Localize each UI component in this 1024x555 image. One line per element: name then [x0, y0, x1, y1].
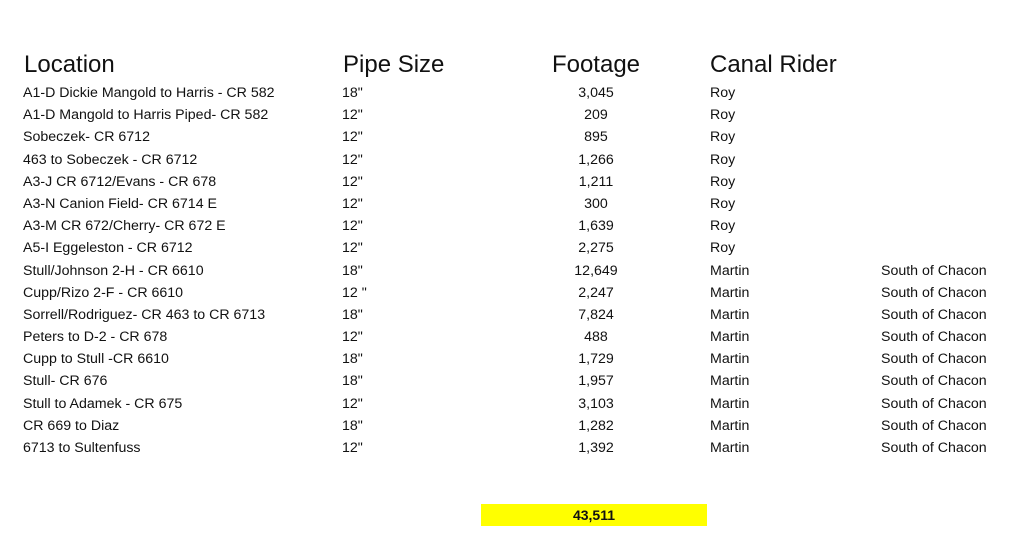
table-row [0, 304, 1024, 326]
location-cell: Cupp to Stull -CR 6610 [23, 351, 169, 368]
pipe-size-cell: 12" [342, 218, 363, 235]
table-row [0, 370, 1024, 392]
area-cell: South of Chacon [881, 417, 987, 434]
footage-cell: 1,211 [578, 173, 614, 190]
footage-cell: 209 [584, 107, 608, 124]
table-row [0, 237, 1024, 259]
canal-rider-cell: Roy [710, 195, 736, 212]
pipe-size-cell: 18" [342, 351, 363, 368]
footage-cell: 1,729 [578, 351, 614, 368]
table-row [0, 82, 1024, 104]
footage-cell: 2,247 [578, 284, 614, 301]
pipe-size-cell: 18" [342, 417, 363, 434]
canal-rider-cell: Martin [710, 395, 750, 412]
canal-rider-cell: Roy [710, 218, 736, 235]
area-cell: South of Chacon [881, 373, 987, 390]
area-cell: South of Chacon [881, 306, 987, 323]
table-row [0, 393, 1024, 415]
location-cell: A1-D Mangold to Harris Piped- CR 582 [23, 107, 269, 124]
location-cell: Cupp/Rizo 2-F - CR 6610 [23, 284, 184, 301]
table-row [0, 437, 1024, 459]
location-cell: 6713 to Sultenfuss [23, 440, 141, 456]
location-cell: Sorrell/Rodriguez- CR 463 to CR 6713 [23, 306, 266, 323]
canal-rider-cell: Martin [710, 351, 750, 368]
location-cell: A3-N Canion Field- CR 6714 E [23, 195, 217, 212]
footage-cell: 1,639 [578, 218, 614, 235]
location-header: Location [24, 51, 115, 78]
canal-rider-cell: Martin [710, 440, 750, 456]
location-cell: A1-D Dickie Mangold to Harris - CR 582 [23, 85, 275, 101]
pipe-size-cell: 12" [342, 173, 363, 190]
footage-header: Footage [551, 51, 641, 78]
table-row [0, 104, 1024, 126]
table-row [0, 326, 1024, 348]
table-row [0, 193, 1024, 215]
canal-rider-cell: Roy [710, 151, 736, 168]
pipe-size-cell: 12" [342, 329, 363, 346]
canal-rider-cell: Roy [710, 173, 736, 190]
area-cell: South of Chacon [881, 262, 987, 279]
footage-cell: 488 [584, 329, 608, 346]
pipe-size-cell: 12" [342, 395, 363, 412]
location-cell: A3-J CR 6712/Evans - CR 678 [23, 173, 217, 190]
location-cell: Sobeczek- CR 6712 [23, 129, 150, 146]
pipe-size-cell: 12" [342, 151, 363, 168]
canal-rider-cell: Roy [710, 129, 736, 146]
area-cell: South of Chacon [881, 351, 987, 368]
location-cell: Stull- CR 676 [23, 373, 108, 390]
area-cell: South of Chacon [881, 395, 987, 412]
table-row [0, 415, 1024, 437]
footage-cell: 12,649 [574, 262, 618, 279]
total-footage-cell: 43,511 [481, 504, 707, 526]
footage-cell: 2,275 [578, 240, 614, 257]
footage-cell: 1,282 [578, 417, 614, 434]
pipe-size-cell: 18" [342, 262, 363, 279]
pipe-size-cell: 12" [342, 440, 363, 456]
pipe-size-cell: 12 " [342, 284, 367, 301]
pipe-size-header: Pipe Size [343, 51, 445, 78]
data-rows [0, 82, 1024, 459]
table-row [0, 126, 1024, 148]
location-cell: Peters to D-2 - CR 678 [23, 329, 168, 346]
location-cell: Stull/Johnson 2-H - CR 6610 [23, 262, 204, 279]
footage-cell: 3,103 [578, 395, 614, 412]
table-row [0, 260, 1024, 282]
location-cell: A3-M CR 672/Cherry- CR 672 E [23, 218, 226, 235]
location-cell: Stull to Adamek - CR 675 [23, 395, 183, 412]
footage-cell: 1,266 [578, 151, 614, 168]
footage-cell: 895 [584, 129, 608, 146]
table-row [0, 149, 1024, 171]
pipe-size-cell: 18" [342, 373, 363, 390]
pipe-size-cell: 18" [342, 85, 363, 101]
canal-rider-cell: Roy [710, 85, 736, 101]
pipe-size-cell: 12" [342, 195, 363, 212]
footage-cell: 3,045 [578, 85, 614, 101]
canal-rider-cell: Roy [710, 240, 736, 257]
canal-rider-cell: Roy [710, 107, 736, 124]
footage-cell: 1,957 [578, 373, 614, 390]
canal-rider-header: Canal Rider [710, 51, 837, 78]
canal-rider-cell: Martin [710, 329, 750, 346]
canal-rider-cell: Martin [710, 262, 750, 279]
pipe-size-cell: 12" [342, 240, 363, 257]
canal-rider-cell: Martin [710, 284, 750, 301]
footage-cell: 7,824 [578, 306, 614, 323]
footage-cell: 1,392 [578, 440, 614, 456]
footage-cell: 300 [584, 195, 608, 212]
location-cell: CR 669 to Diaz [23, 417, 120, 434]
table-row [0, 348, 1024, 370]
table-row [0, 171, 1024, 193]
header-row [0, 50, 1024, 82]
area-cell: South of Chacon [881, 284, 987, 301]
area-cell: South of Chacon [881, 329, 987, 346]
canal-rider-cell: Martin [710, 373, 750, 390]
canal-rider-cell: Martin [710, 306, 750, 323]
pipe-size-cell: 12" [342, 107, 363, 124]
pipe-size-cell: 18" [342, 306, 363, 323]
table-row [0, 282, 1024, 304]
pipe-size-cell: 12" [342, 129, 363, 146]
area-cell: South of Chacon [881, 440, 987, 456]
location-cell: 463 to Sobeczek - CR 6712 [23, 151, 198, 168]
table-row [0, 215, 1024, 237]
location-cell: A5-I Eggeleston - CR 6712 [23, 240, 193, 257]
canal-rider-cell: Martin [710, 417, 750, 434]
